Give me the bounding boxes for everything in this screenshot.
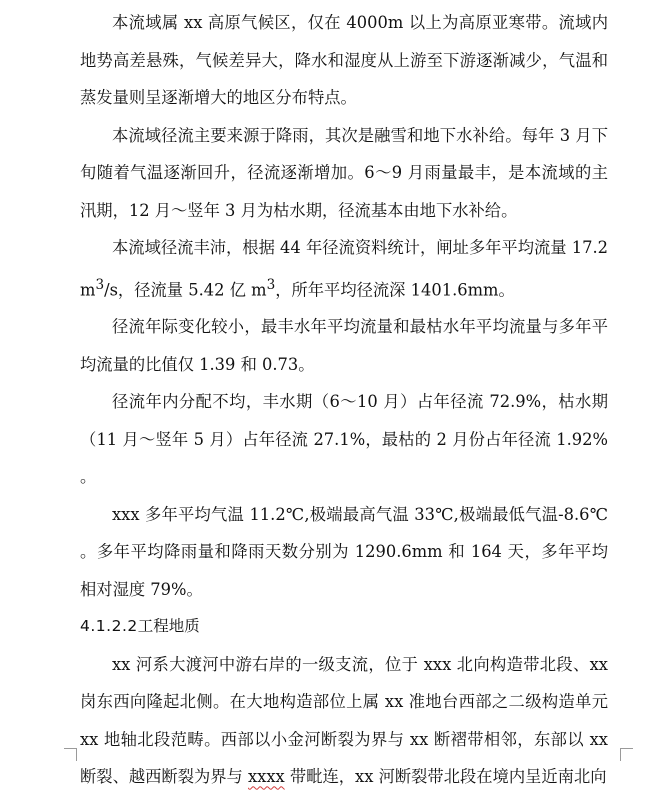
page-corner-mark-right (620, 748, 633, 761)
paragraph-annual-distribution: 径流年内分配不均，丰水期（6～10 月）占年径流 72.9%，枯水期（11 月～竖年 5 月）占年径流 27.1%，最枯的 2 月份占年径流 1.92%。 (80, 392, 608, 487)
section-title: 工程地质 (137, 617, 200, 636)
paragraph-runoff-source: 本流域径流主要来源于降雨，其次是融雪和地下水补给。每年 3 月下旬随着气温逐渐回升，径流逐渐增加。6～9 月雨量最丰，是本流域的主汛期，12 月～竖年 3 月为枯水期，径流基本由地下水补给。 (80, 125, 608, 220)
section-heading (80, 608, 608, 646)
page-corner-mark-left (64, 748, 77, 761)
cubic-superscript-1: 3 (95, 276, 105, 293)
paragraph-climate: 本流域属 xx 高原气候区，仅在 4000m 以上为高原亚寒带。流域内地势高差悬殊，气候差异大，降水和湿度从上游至下游逐渐减少，气温和蒸发量则呈逐渐增大的地区分布特点。 (80, 13, 608, 107)
paragraph-geology (80, 646, 608, 796)
geology-text-1: xx 河系大渡河中游右岸的一级支流，位于 xxx 北向构造带北段、xx 岗东西向隆起北侧。在大地构造部位上属 xx 准地台西部之二级构造单元 xx 地轴北段范畴。西部以小金河断裂为界与 xx 断褶带相邻，东部以 xx 断裂、越西断裂为界与 (80, 654, 608, 787)
runoff-volume-text-3: ，所年平均径流深 1401.6mm。 (275, 279, 515, 299)
geology-text-2: 带毗连，xx 河断裂带北段在境内呈近南北向 (284, 767, 607, 787)
spellcheck-flagged-word: xxxx (248, 767, 285, 787)
runoff-volume-text-2: /s，径流量 5.42 亿 m (104, 279, 267, 299)
paragraph-interannual-variation: 径流年际变化较小，最丰水年平均流量和最枯水年平均流量与多年平均流量的比值仅 1.39 和 0.73。 (80, 317, 608, 374)
runoff-volume-text-1: 本流域径流丰沛，根据 44 年径流资料统计，闸址多年平均流量 17.2m (80, 238, 608, 299)
cubic-superscript-2: 3 (266, 276, 276, 293)
section-number: 4.1.2.2 (80, 617, 138, 636)
document-body (80, 4, 608, 796)
paragraph-temperature-rainfall: xxx 多年平均气温 11.2℃,极端最高气温 33℃,极端最低气温-8.6℃。多年平均降雨量和降雨天数分别为 1290.6mm 和 164 天，多年平均相对湿度 79%。 (80, 504, 608, 599)
paragraph-runoff-volume (80, 229, 608, 308)
